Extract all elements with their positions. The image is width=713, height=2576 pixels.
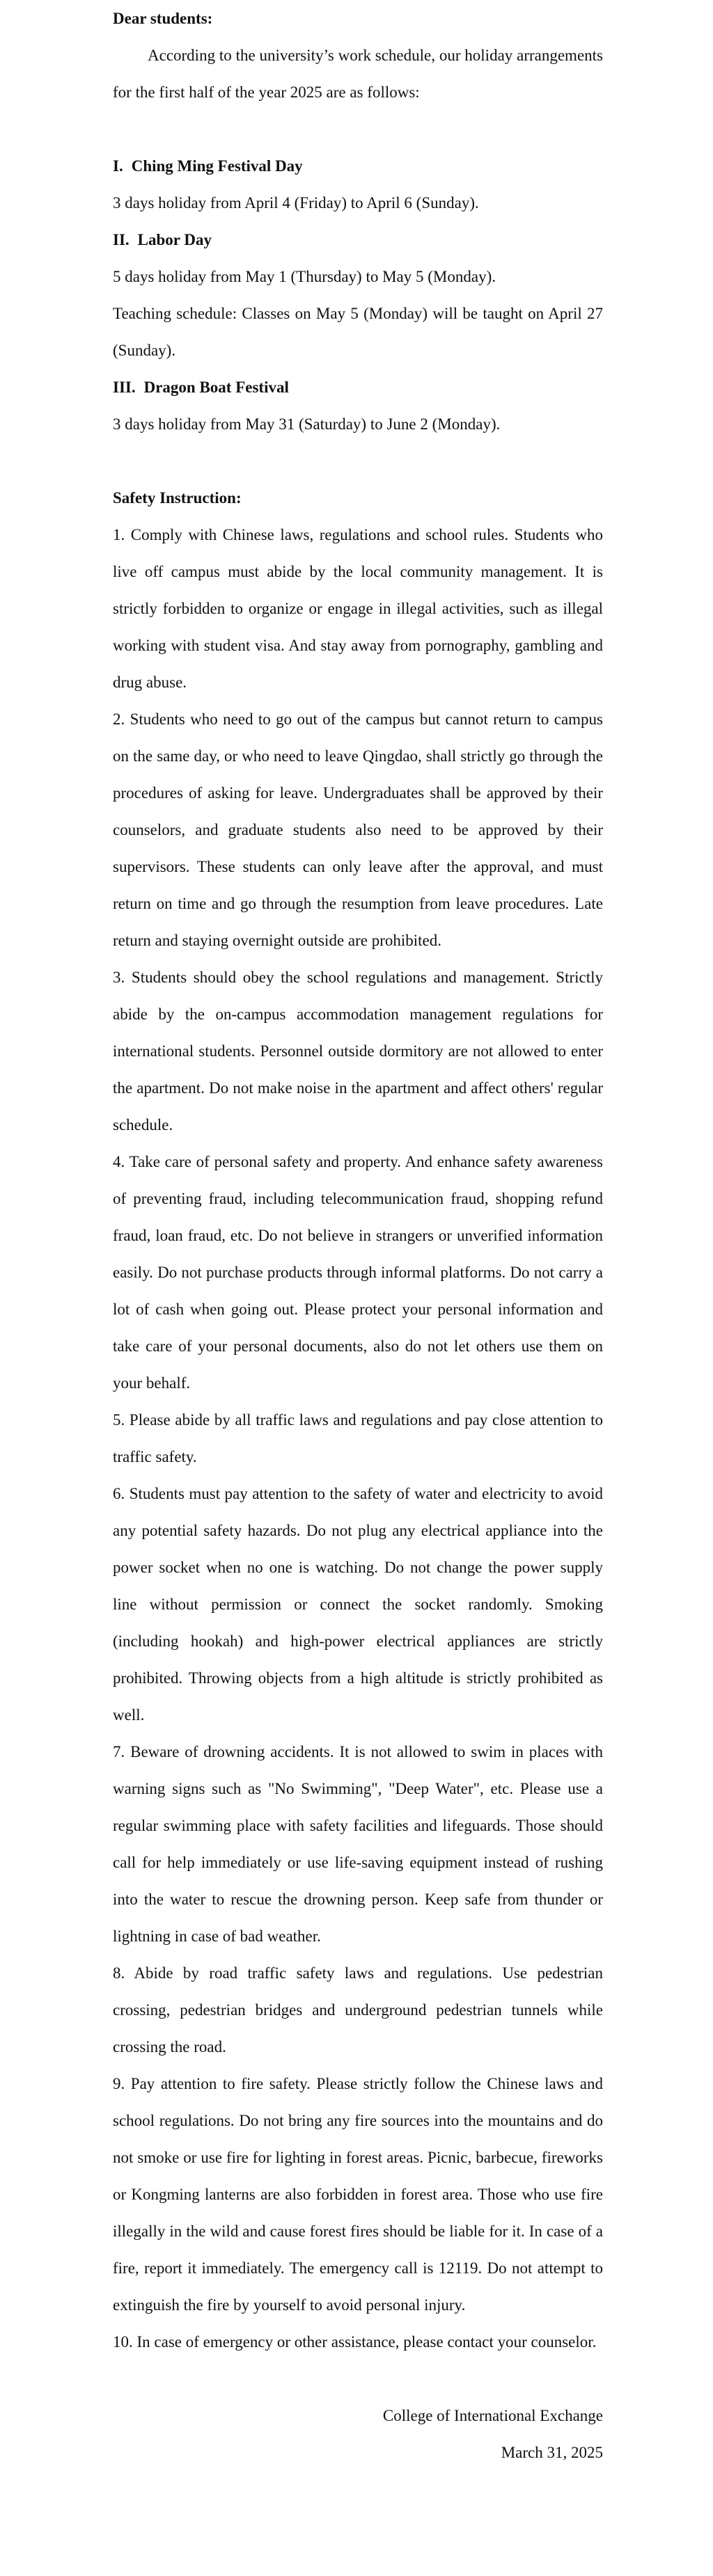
safety-item: 8. Abide by road traffic safety laws and regulations. Use pedestrian crossing, pedestrian bridges and underground pedestrian tunnels while crossing the road. <box>113 1964 603 2056</box>
holiday-title-labor-day <box>113 221 603 258</box>
holiday-line: Teaching schedule: Classes on May 5 (Monday) will be taught on April 27 (Sunday). <box>113 305 603 359</box>
safety-list <box>113 516 603 2360</box>
section-title-text: Dragon Boat Festival <box>143 379 289 396</box>
safety-item: 9. Pay attention to fire safety. Please strictly follow the Chinese laws and school regulations. Do not bring any fire sources into the mountains and do not smoke or use fire for lighting in forest areas. Picnic, barbecue, fireworks or Kongming lanterns are also forbidden in forest area. Those who use fire illegally in the wild and cause forest fires should be liable for it. In case of a fire, report it immediately. The emergency call is 12119. Do not attempt to extinguish the fire by yourself to avoid personal injury. <box>113 2075 603 2314</box>
safety-item: 2. Students who need to go out of the campus but cannot return to campus on the same day, or who need to leave Qingdao, shall strictly go through the procedures of asking for leave. Undergraduates shall be approved by their counselors, and graduate students also need to be approved by their supervisors. These students can only leave after the approval, and must return on time and go through the resumption from leave procedures. Late return and staying overnight outside are prohibited. <box>113 710 603 949</box>
safety-item: 5. Please abide by all traffic laws and regulations and pay close attention to traffic safety. <box>113 1411 603 1465</box>
section-title-text: Labor Day <box>137 231 212 248</box>
safety-item: 10. In case of emergency or other assistance, please contact your counselor. <box>113 2333 597 2351</box>
safety-item: 3. Students should obey the school regulations and management. Strictly abide by the on-campus accommodation management regulations for international students. Personnel outside dormitory are not allowed to enter the apartment. Do not make noise in the apartment and affect others' regular schedule. <box>113 969 603 1134</box>
holiday-title-dragon-boat <box>113 369 603 406</box>
notice-document <box>113 0 603 2471</box>
holiday-line: 3 days holiday from May 31 (Saturday) to June 2 (Monday). <box>113 415 501 433</box>
section-numeral: II. <box>113 231 130 248</box>
signature-org: College of International Exchange <box>382 2407 603 2424</box>
section-numeral: III. <box>113 379 136 396</box>
signature-date: March 31, 2025 <box>501 2444 603 2461</box>
holiday-line: 5 days holiday from May 1 (Thursday) to May 5 (Monday). <box>113 268 496 285</box>
greeting: Dear students: <box>113 10 213 27</box>
spacer <box>113 443 603 479</box>
holiday-title-ching-ming <box>113 148 603 184</box>
holiday-section <box>113 148 603 443</box>
spacer <box>113 111 603 148</box>
safety-item: 6. Students must pay attention to the safety of water and electricity to avoid any potential safety hazards. Do not plug any electrical appliance into the power socket when no one is watching. Do not change the power supply line without permission or connect the socket randomly. Smoking (including hookah) and high-power electrical appliances are strictly prohibited. Throwing objects from a high altitude is strictly prohibited as well. <box>113 1485 603 1724</box>
safety-item: 4. Take care of personal safety and property. And enhance safety awareness of preventing fraud, including telecommunication fraud, shopping refund fraud, loan fraud, etc. Do not believe in strangers or unverified information easily. Do not purchase products through informal platforms. Do not carry a lot of cash when going out. Please protect your personal information and take care of your personal documents, also do not let others use them on your behalf. <box>113 1153 603 1392</box>
holiday-line: 3 days holiday from April 4 (Friday) to April 6 (Sunday). <box>113 194 479 212</box>
intro-paragraph: According to the university’s work schedule, our holiday arrangements for the first half of the year 2025 are as follows: <box>113 47 603 101</box>
section-numeral: I. <box>113 157 123 175</box>
safety-title: Safety Instruction: <box>113 489 242 507</box>
safety-item: 7. Beware of drowning accidents. It is not allowed to swim in places with warning signs such as "No Swimming", "Deep Water", etc. Please use a regular swimming place with safety facilities and lifeguards. Those should call for help immediately or use life-saving equipment instead of rushing into the water to rescue the drowning person. Keep safe from thunder or lightning in case of bad weather. <box>113 1743 603 1945</box>
safety-item: 1. Comply with Chinese laws, regulations and school rules. Students who live off campus must abide by the local community management. It is strictly forbidden to organize or engage in illegal activities, such as illegal working with student visa. And stay away from pornography, gambling and drug abuse. <box>113 526 603 691</box>
spacer <box>113 2360 603 2397</box>
section-title-text: Ching Ming Festival Day <box>131 157 303 175</box>
